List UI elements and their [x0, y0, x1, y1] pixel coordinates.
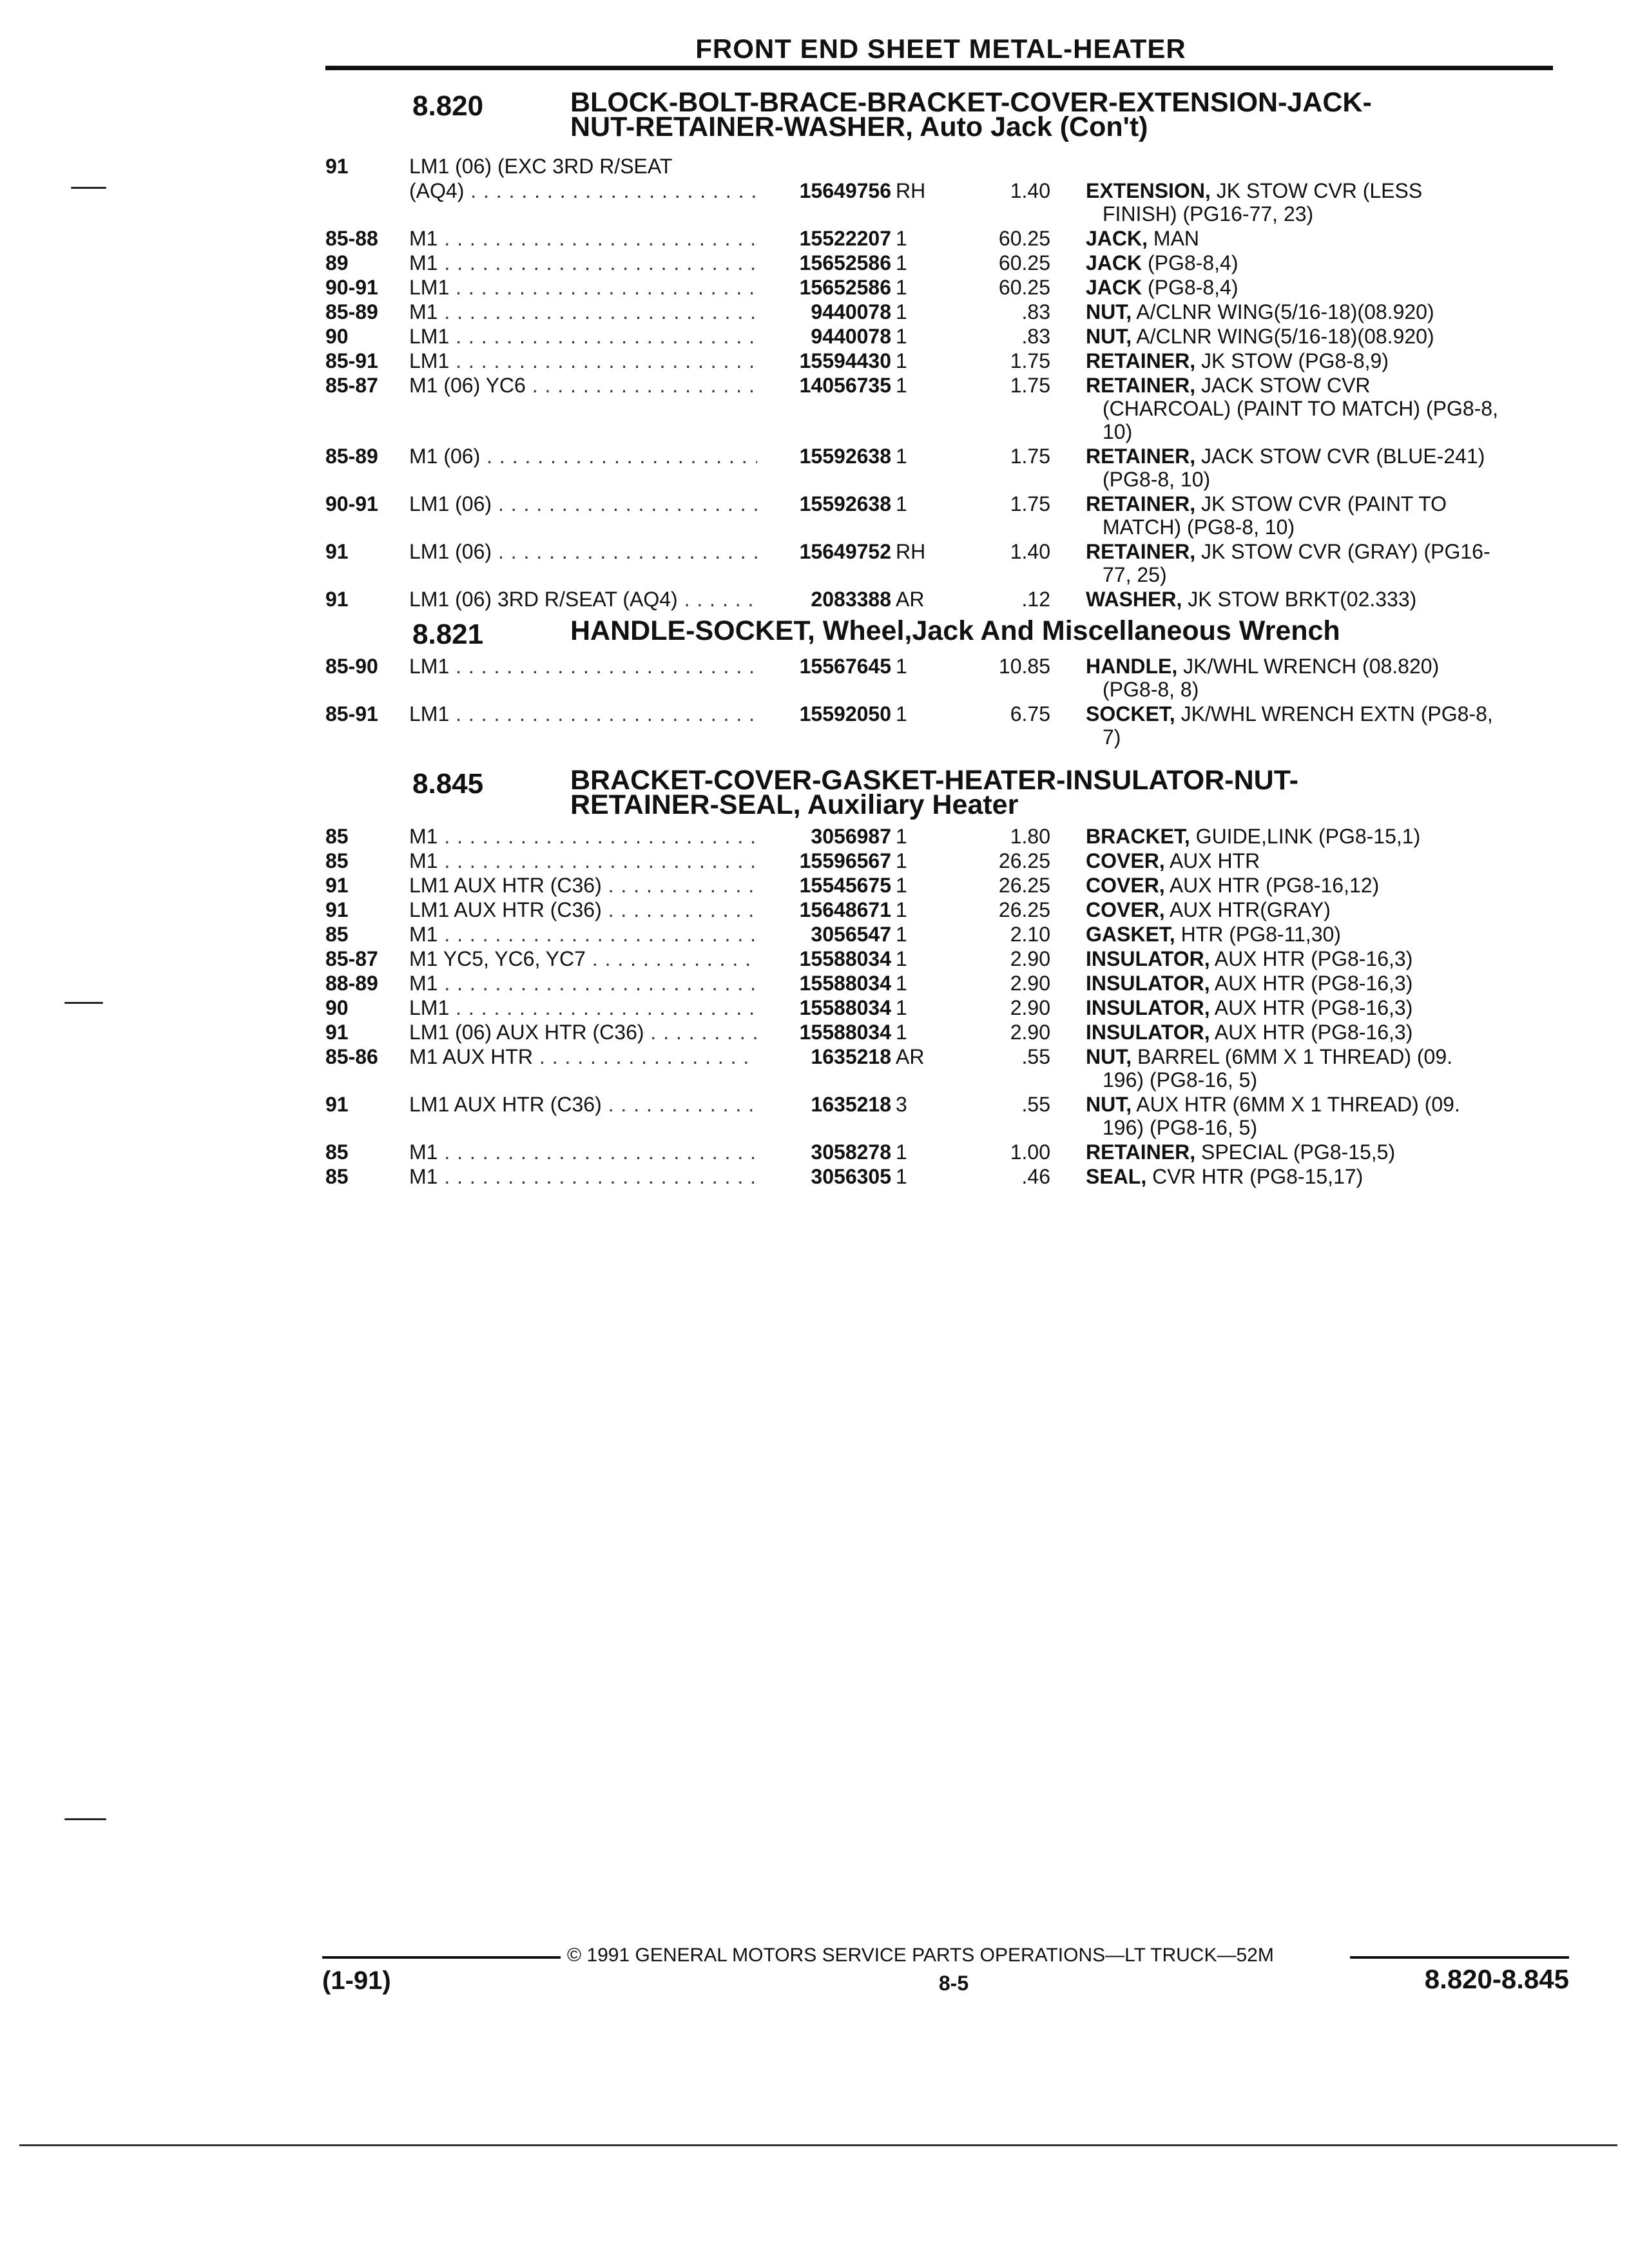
table-row — [325, 1093, 1556, 1139]
model-cell: M1 . . . — [409, 300, 757, 323]
price-cell: 2.90 — [1010, 972, 1050, 995]
description-cell — [1086, 898, 1556, 921]
description-cell — [1086, 825, 1556, 848]
model-cell: LM1 (06) . . . — [409, 540, 757, 563]
table-row — [325, 923, 1556, 946]
price-cell: 1.80 — [1010, 825, 1050, 848]
model-cell: M1 . . . — [409, 227, 757, 250]
description-noun: INSULATOR, — [1086, 947, 1210, 970]
year-cell: 85-89 — [325, 445, 378, 468]
quantity-cell: AR — [896, 1045, 925, 1068]
description-text: HTR (PG8-11,30) — [1175, 923, 1341, 946]
table-row — [325, 898, 1556, 921]
description-noun: JACK, — [1086, 227, 1148, 250]
quantity-cell: 1 — [896, 972, 907, 995]
description-cell — [1086, 227, 1556, 250]
year-cell: 91 — [325, 898, 349, 921]
description-noun: COVER, — [1086, 898, 1165, 921]
section-title-line2: RETAINER-SEAL, Auxiliary Heater — [570, 789, 1019, 820]
footer-page-number: 8-5 — [938, 1972, 969, 1995]
table-row — [325, 540, 1556, 586]
price-cell: .83 — [1021, 325, 1050, 348]
year-cell: 89 — [325, 251, 349, 274]
table-row — [325, 374, 1556, 443]
description-text: AUX HTR (6MM X 1 THREAD) (09. — [1132, 1093, 1460, 1116]
description-noun: RETAINER, — [1086, 492, 1196, 515]
year-cell: 85 — [325, 1140, 349, 1164]
description-cell — [1086, 445, 1556, 491]
model-cell: LM1 (06) 3RD R/SEAT (AQ4) . . . — [409, 588, 757, 611]
part-number-cell: 15649752 — [757, 540, 891, 563]
quantity-cell: 1 — [896, 898, 907, 921]
table-row — [325, 947, 1556, 970]
year-cell: 91 — [325, 1021, 349, 1044]
description-noun: RETAINER, — [1086, 349, 1196, 372]
section-number: 8.845 — [412, 768, 484, 800]
description-text: JK STOW CVR (LESS — [1210, 179, 1423, 202]
price-cell: 2.90 — [1010, 947, 1050, 970]
description-continuation: FINISH) (PG16-77, 23) — [1103, 202, 1314, 226]
description-text: CVR HTR (PG8-15,17) — [1146, 1165, 1364, 1188]
model-cell: M1 . . . — [409, 1140, 757, 1164]
price-cell: 2.90 — [1010, 996, 1050, 1019]
table-row — [325, 972, 1556, 995]
model-cell: M1 (06) YC6 . . . — [409, 374, 757, 397]
year-cell: 90-91 — [325, 492, 378, 515]
model-cell: LM1 AUX HTR (C36) . . . — [409, 1093, 757, 1116]
description-continuation: (PG8-8, 10) — [1103, 468, 1211, 491]
price-cell: 2.90 — [1010, 1021, 1050, 1044]
model-cell: LM1 . . . — [409, 996, 757, 1019]
model-cell: LM1 (06) . . . — [409, 492, 757, 515]
description-text: MAN — [1148, 227, 1200, 250]
year-cell: 91 — [325, 1093, 349, 1116]
description-text: JK STOW CVR (GRAY) (PG16- — [1195, 540, 1490, 563]
description-cell — [1086, 849, 1556, 872]
table-row — [325, 1021, 1556, 1044]
description-noun: RETAINER, — [1086, 445, 1196, 468]
price-cell: 1.75 — [1010, 445, 1050, 468]
model-cell: LM1 . . . — [409, 702, 757, 726]
year-cell: 90-91 — [325, 276, 378, 299]
year-cell: 85-91 — [325, 349, 378, 372]
part-number-cell: 15588034 — [757, 996, 891, 1019]
description-noun: NUT, — [1086, 1045, 1132, 1068]
description-noun: RETAINER, — [1086, 1140, 1196, 1164]
quantity-cell: 1 — [896, 702, 907, 726]
year-cell: 90 — [325, 325, 349, 348]
table-row — [325, 300, 1556, 323]
model-cell: LM1 . . . — [409, 655, 757, 678]
quantity-cell: AR — [896, 588, 925, 611]
description-cell — [1086, 179, 1556, 226]
description-text: AUX HTR (PG8-16,3) — [1210, 947, 1413, 970]
description-text: AUX HTR (PG8-16,12) — [1164, 874, 1380, 897]
part-number-cell: 15596567 — [757, 849, 891, 872]
section-number: 8.821 — [412, 619, 484, 650]
description-noun: EXTENSION, — [1086, 179, 1211, 202]
description-text: AUX HTR (PG8-16,3) — [1210, 1021, 1413, 1044]
price-cell: 26.25 — [998, 849, 1050, 872]
description-continuation: 196) (PG8-16, 5) — [1103, 1116, 1258, 1139]
description-noun: INSULATOR, — [1086, 996, 1210, 1019]
description-cell — [1086, 374, 1556, 443]
description-noun: RETAINER, — [1086, 374, 1196, 397]
footer-section-range: 8.820-8.845 — [1424, 1964, 1569, 1994]
model-cell: M1 . . . — [409, 251, 757, 274]
model-cell: LM1 (06) AUX HTR (C36) . . . — [409, 1021, 757, 1044]
price-cell: 60.25 — [998, 227, 1050, 250]
year-cell: 85 — [325, 825, 349, 848]
description-noun: RETAINER, — [1086, 540, 1196, 563]
section-title — [570, 765, 1601, 820]
description-noun: JACK — [1086, 276, 1142, 299]
table-row — [325, 445, 1556, 491]
part-number-cell: 15652586 — [757, 251, 891, 274]
description-text: JK/WHL WRENCH (08.820) — [1177, 655, 1440, 678]
model-cell: LM1 . . . — [409, 349, 757, 372]
model-cell: LM1 . . . — [409, 276, 757, 299]
quantity-cell: 1 — [896, 325, 907, 348]
quantity-cell: 1 — [896, 492, 907, 515]
part-number-cell: 2083388 — [757, 588, 891, 611]
section-title-line2: NUT-RETAINER-WASHER, Auto Jack (Con't) — [570, 111, 1148, 142]
quantity-cell: 1 — [896, 923, 907, 946]
year-cell: 85-89 — [325, 300, 378, 323]
page-header — [325, 34, 1556, 64]
year-cell: 91 — [325, 588, 349, 611]
model-cell: (AQ4) . . . — [409, 179, 757, 202]
price-cell: 26.25 — [998, 874, 1050, 897]
description-text: JACK STOW CVR — [1195, 374, 1371, 397]
description-noun: HANDLE, — [1086, 655, 1178, 678]
description-cell — [1086, 972, 1556, 995]
description-cell — [1086, 1045, 1556, 1091]
scan-bottom-rule — [19, 2144, 1617, 2146]
quantity-cell: 1 — [896, 849, 907, 872]
part-number-cell: 1635218 — [757, 1045, 891, 1068]
price-cell: .55 — [1021, 1093, 1050, 1116]
part-number-cell: 15649756 — [757, 179, 891, 202]
description-cell — [1086, 276, 1556, 299]
part-number-cell: 3058278 — [757, 1140, 891, 1164]
quantity-cell: 1 — [896, 947, 907, 970]
description-continuation: 10) — [1103, 420, 1133, 443]
part-number-cell: 15588034 — [757, 1021, 891, 1044]
part-number-cell: 9440078 — [757, 325, 891, 348]
section-title-line1: HANDLE-SOCKET, Wheel,Jack And Miscellaneous Wrench — [570, 615, 1340, 646]
description-cell — [1086, 923, 1556, 946]
description-text: A/CLNR WING(5/16-18)(08.920) — [1132, 300, 1434, 323]
quantity-cell: 1 — [896, 996, 907, 1019]
description-noun: WASHER, — [1086, 588, 1182, 611]
description-cell — [1086, 349, 1556, 372]
table-row — [325, 492, 1556, 539]
description-noun: NUT, — [1086, 1093, 1132, 1116]
year-cell: 88-89 — [325, 972, 378, 995]
price-cell: .83 — [1021, 300, 1050, 323]
table-row — [325, 179, 1556, 226]
section-title — [570, 87, 1601, 142]
section-number: 8.820 — [412, 90, 484, 122]
part-number-cell: 15545675 — [757, 874, 891, 897]
part-number-cell: 3056305 — [757, 1165, 891, 1188]
quantity-cell: RH — [896, 179, 926, 202]
price-cell: 1.00 — [1010, 1140, 1050, 1164]
description-noun: SOCKET, — [1086, 702, 1175, 726]
description-continuation: MATCH) (PG8-8, 10) — [1103, 515, 1295, 539]
year-cell: 85-87 — [325, 947, 378, 970]
description-text: AUX HTR (PG8-16,3) — [1210, 996, 1413, 1019]
table-row — [325, 1045, 1556, 1091]
table-row — [325, 251, 1556, 274]
section-title-line1: BRACKET-COVER-GASKET-HEATER-INSULATOR-NUT- — [570, 765, 1298, 796]
year-cell: 85 — [325, 849, 349, 872]
binder-hole-mark — [64, 1002, 103, 1004]
description-text: SPECIAL (PG8-15,5) — [1195, 1140, 1396, 1164]
part-number-cell: 15594430 — [757, 349, 891, 372]
description-continuation: 7) — [1103, 726, 1121, 749]
year-cell: 85 — [325, 923, 349, 946]
quantity-cell: 1 — [896, 445, 907, 468]
table-row — [325, 825, 1556, 848]
table-row — [325, 349, 1556, 372]
description-cell — [1086, 300, 1556, 323]
description-text: BARREL (6MM X 1 THREAD) (09. — [1132, 1045, 1452, 1068]
description-text: JACK STOW CVR (BLUE-241) — [1195, 445, 1485, 468]
quantity-cell: 1 — [896, 655, 907, 678]
description-cell — [1086, 1093, 1556, 1139]
table-row — [325, 325, 1556, 348]
table-row — [325, 655, 1556, 701]
quantity-cell: 1 — [896, 349, 907, 372]
table-row — [325, 996, 1556, 1019]
part-number-cell: 15567645 — [757, 655, 891, 678]
price-cell: 6.75 — [1010, 702, 1050, 726]
price-cell: 1.75 — [1010, 492, 1050, 515]
part-number-cell: 15592050 — [757, 702, 891, 726]
description-cell — [1086, 702, 1556, 749]
description-cell — [1086, 540, 1556, 586]
description-noun: NUT, — [1086, 325, 1132, 348]
section-title — [570, 615, 1601, 646]
price-cell: 2.10 — [1010, 923, 1050, 946]
quantity-cell: 1 — [896, 874, 907, 897]
description-text: GUIDE,LINK (PG8-15,1) — [1190, 825, 1421, 848]
part-number-cell: 15652586 — [757, 276, 891, 299]
year-cell: 91 — [325, 155, 349, 178]
description-continuation: (PG8-8, 8) — [1103, 678, 1199, 701]
model-cell: M1 YC5, YC6, YC7 . . . — [409, 947, 757, 970]
year-cell: 91 — [325, 874, 349, 897]
model-cell: M1 (06) . . . — [409, 445, 757, 468]
year-cell: 90 — [325, 996, 349, 1019]
price-cell: .46 — [1021, 1165, 1050, 1188]
part-number-cell: 15592638 — [757, 445, 891, 468]
description-text: JK STOW BRKT(02.333) — [1182, 588, 1417, 611]
description-cell — [1086, 588, 1556, 611]
description-cell — [1086, 947, 1556, 970]
table-row — [325, 155, 1556, 178]
description-cell — [1086, 655, 1556, 701]
description-cell — [1086, 874, 1556, 897]
quantity-cell: 1 — [896, 251, 907, 274]
price-cell: 1.40 — [1010, 540, 1050, 563]
part-number-cell: 15588034 — [757, 947, 891, 970]
description-text: AUX HTR — [1164, 849, 1260, 872]
quantity-cell: 1 — [896, 1140, 907, 1164]
model-cell: M1 . . . — [409, 972, 757, 995]
model-cell: LM1 AUX HTR (C36) . . . — [409, 874, 757, 897]
model-cell: M1 . . . — [409, 825, 757, 848]
year-cell: 85-87 — [325, 374, 378, 397]
footer-date: (1-91) — [322, 1966, 391, 1995]
price-cell: 26.25 — [998, 898, 1050, 921]
year-cell: 85-86 — [325, 1045, 378, 1068]
description-noun: COVER, — [1086, 874, 1165, 897]
table-row — [325, 1140, 1556, 1164]
description-text: JK/WHL WRENCH EXTN (PG8-8, — [1175, 702, 1493, 726]
description-cell — [1086, 1140, 1556, 1164]
table-row — [325, 702, 1556, 749]
model-cell: LM1 (06) (EXC 3RD R/SEAT — [409, 155, 673, 178]
part-number-cell: 15592638 — [757, 492, 891, 515]
description-text: (PG8-8,4) — [1142, 276, 1239, 299]
table-row — [325, 849, 1556, 872]
part-number-cell: 3056547 — [757, 923, 891, 946]
description-noun: BRACKET, — [1086, 825, 1190, 848]
price-cell: 60.25 — [998, 251, 1050, 274]
part-number-cell: 15588034 — [757, 972, 891, 995]
description-cell — [1086, 325, 1556, 348]
quantity-cell: 1 — [896, 1165, 907, 1188]
table-row — [325, 874, 1556, 897]
price-cell: 10.85 — [998, 655, 1050, 678]
part-number-cell: 15648671 — [757, 898, 891, 921]
price-cell: 1.75 — [1010, 374, 1050, 397]
year-cell: 91 — [325, 540, 349, 563]
table-row — [325, 588, 1556, 611]
model-cell: M1 . . . — [409, 923, 757, 946]
year-cell: 85-91 — [325, 702, 378, 726]
description-text: JK STOW CVR (PAINT TO — [1195, 492, 1447, 515]
quantity-cell: 1 — [896, 1021, 907, 1044]
description-text: JK STOW (PG8-8,9) — [1195, 349, 1389, 372]
price-cell: 1.40 — [1010, 179, 1050, 202]
description-noun: INSULATOR, — [1086, 1021, 1210, 1044]
part-number-cell: 3056987 — [757, 825, 891, 848]
part-number-cell: 9440078 — [757, 300, 891, 323]
price-cell: 60.25 — [998, 276, 1050, 299]
header-rule — [325, 66, 1553, 70]
quantity-cell: 3 — [896, 1093, 907, 1116]
description-cell — [1086, 996, 1556, 1019]
part-number-cell: 15522207 — [757, 227, 891, 250]
description-noun: JACK — [1086, 251, 1142, 274]
model-cell: M1 . . . — [409, 849, 757, 872]
description-text: AUX HTR(GRAY) — [1164, 898, 1331, 921]
quantity-cell: RH — [896, 540, 926, 563]
footer-rule-right — [1350, 1956, 1569, 1959]
quantity-cell: 1 — [896, 276, 907, 299]
quantity-cell: 1 — [896, 227, 907, 250]
description-text: AUX HTR (PG8-16,3) — [1210, 972, 1413, 995]
model-cell: M1 . . . — [409, 1165, 757, 1188]
model-cell: LM1 . . . — [409, 325, 757, 348]
year-cell: 85 — [325, 1165, 349, 1188]
footer-copyright: © 1991 GENERAL MOTORS SERVICE PARTS OPERATIONS—LT TRUCK—52M — [567, 1945, 1274, 1966]
table-row — [325, 1165, 1556, 1188]
description-cell — [1086, 251, 1556, 274]
description-noun: NUT, — [1086, 300, 1132, 323]
model-cell: LM1 AUX HTR (C36) . . . — [409, 898, 757, 921]
part-number-cell: 1635218 — [757, 1093, 891, 1116]
description-cell — [1086, 492, 1556, 539]
price-cell: .55 — [1021, 1045, 1050, 1068]
description-continuation: 77, 25) — [1103, 563, 1167, 586]
quantity-cell: 1 — [896, 825, 907, 848]
description-continuation: 196) (PG8-16, 5) — [1103, 1068, 1258, 1091]
description-noun: INSULATOR, — [1086, 972, 1210, 995]
price-cell: .12 — [1021, 588, 1050, 611]
section-title-line1: BLOCK-BOLT-BRACE-BRACKET-COVER-EXTENSION-JACK- — [570, 87, 1372, 118]
description-noun: COVER, — [1086, 849, 1165, 872]
binder-hole-mark — [64, 1818, 106, 1820]
quantity-cell: 1 — [896, 374, 907, 397]
price-cell: 1.75 — [1010, 349, 1050, 372]
description-text: A/CLNR WING(5/16-18)(08.920) — [1132, 325, 1434, 348]
description-continuation: (CHARCOAL) (PAINT TO MATCH) (PG8-8, — [1103, 397, 1498, 420]
part-number-cell: 14056735 — [757, 374, 891, 397]
model-cell: M1 AUX HTR . . . — [409, 1045, 757, 1068]
year-cell: 85-90 — [325, 655, 378, 678]
description-cell — [1086, 1165, 1556, 1188]
description-cell — [1086, 1021, 1556, 1044]
description-noun: GASKET, — [1086, 923, 1175, 946]
description-text: (PG8-8,4) — [1142, 251, 1239, 274]
table-row — [325, 276, 1556, 299]
table-row — [325, 227, 1556, 250]
description-noun: SEAL, — [1086, 1165, 1147, 1188]
page-title: FRONT END SHEET METAL-HEATER — [695, 34, 1186, 64]
quantity-cell: 1 — [896, 300, 907, 323]
year-cell: 85-88 — [325, 227, 378, 250]
footer-rule-left — [322, 1956, 561, 1959]
binder-hole-mark — [71, 187, 106, 189]
